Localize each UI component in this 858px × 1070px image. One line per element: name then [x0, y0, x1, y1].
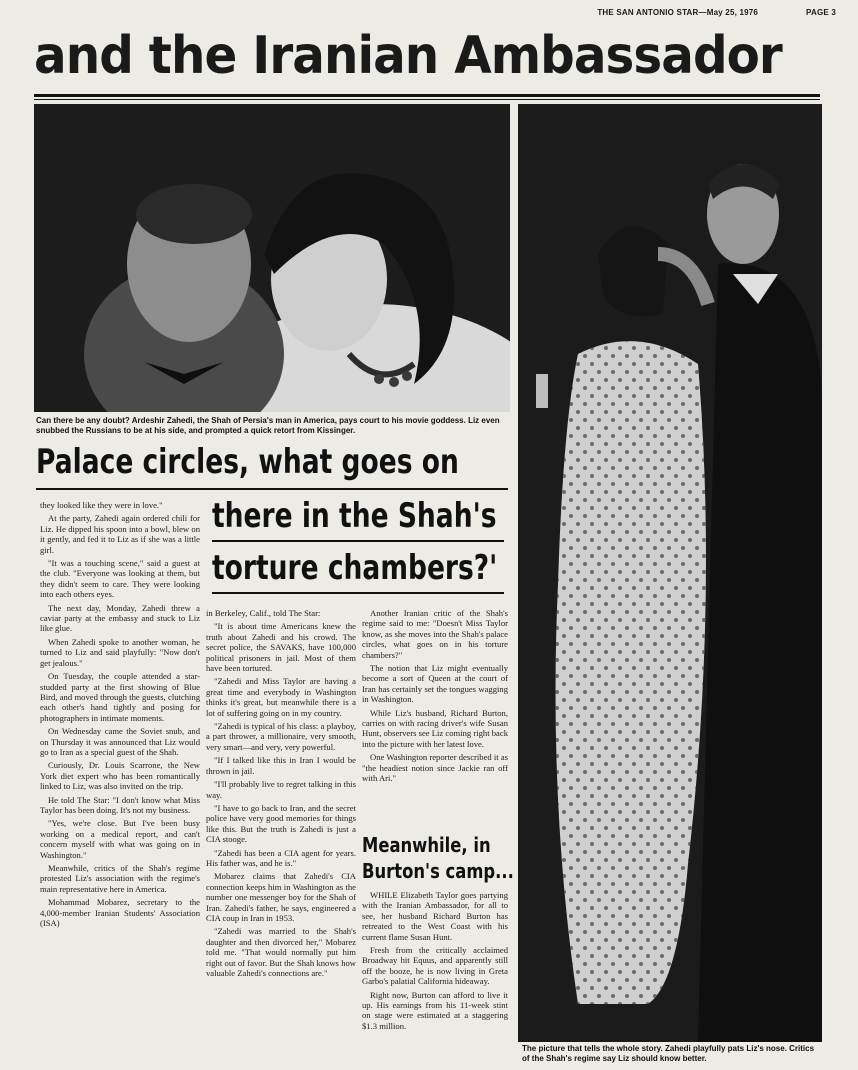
- issue-date: —May 25, 1976: [698, 8, 759, 17]
- paragraph: "It was a touching scene," said a guest at the club. "Everyone was looking at them, but they didn't seem to care. They were looking into each others eyes.: [40, 558, 200, 600]
- paragraph: The next day, Monday, Zahedi threw a caviar party at the embassy and stuck to Liz like glue.: [40, 602, 200, 634]
- paragraph: While Liz's husband, Richard Burton, carries on with racing driver's wife Susan Hunt, observers see Liz coming right back into the picture with her latest love.: [362, 707, 508, 749]
- headline-rule-thin: [34, 99, 820, 100]
- subhead-palace-line2: there in the Shah's: [212, 496, 497, 536]
- paragraph: "It is about time Americans knew the truth about Zahedi and his crowd. The secret police, the SAVAKS, have 100,000 political prisoners in jail. Most of them have been tortured.: [206, 621, 356, 674]
- subhead-palace-line1: Palace circles, what goes on: [36, 442, 459, 482]
- paragraph: The notion that Liz might eventually become a sort of Queen at the court of Iran has certainly set the tongues wagging in Washington.: [362, 663, 508, 705]
- paragraph: He told The Star: "I don't know what Miss Taylor has been doing. It's not my business.: [40, 794, 200, 815]
- subhead-burton-line1: Meanwhile, in: [362, 833, 491, 857]
- photo-illustration: [34, 104, 510, 412]
- article-column-3-bottom: [362, 890, 508, 1070]
- paragraph: they looked like they were in love.": [40, 500, 163, 510]
- article-column-2: [206, 608, 356, 1070]
- masthead-date: [597, 8, 758, 17]
- subhead-palace-line3: torture chambers?': [212, 548, 498, 588]
- headline: and the Iranian Ambassador: [34, 26, 782, 86]
- paragraph: in Berkeley, Calif., told The Star:: [206, 608, 321, 618]
- masthead: THE SAN ANTONIO STAR: [597, 8, 699, 17]
- photo-illustration-right: [518, 104, 822, 1042]
- photo-zahedi-and-liz: [34, 104, 510, 412]
- paragraph: One Washington reporter described it as "the headiest notion since Jackie ran off with Ari.": [362, 752, 508, 784]
- paragraph: "Yes, we're close. But I've been busy working on a medical report, and can't concern myself with what was going on in Washington.": [40, 818, 200, 860]
- paragraph: WHILE Elizabeth Taylor goes partying with the Iranian Ambassador, for all to see, her husband Richard Burton has retreated to the West Coast with his current flame Susan Hunt.: [362, 890, 508, 942]
- article-column-1: [40, 500, 200, 1070]
- subhead-burton-line2: Burton's camp...: [362, 859, 514, 883]
- paragraph: Right now, Burton can afford to live it up. His earnings from his 11-week stint on stage were estimated at a staggering $1.3 million.: [362, 989, 508, 1031]
- paragraph: Mobarez claims that Zahedi's CIA connection keeps him in Washington as the number one messenger boy for the Shah of Iran. Zahedi's father, he says, engineered a CIA coup in Iran in 1953.: [206, 871, 356, 923]
- paragraph: Fresh from the critically acclaimed Broadway hit Equus, and apparently still off the booze, he is now living in Greta Garbo's palatial California hideaway.: [362, 945, 508, 987]
- paragraph: Meanwhile, critics of the Shah's regime protested Liz's association with the regime's main representative here in America.: [40, 863, 200, 894]
- paragraph: On Tuesday, the couple attended a star-studded party at the first showing of Blue Bird, and moved through the guests, clutching each other's hand tightly and posing for photographers in intimate moments.: [40, 671, 200, 723]
- paragraph: "Zahedi and Miss Taylor are having a great time and everybody in Washington thinks it's great, but meanwhile there is a lot of suffering going on in my country.: [206, 676, 356, 718]
- photo-zahedi-pats-nose: [518, 104, 822, 1042]
- paragraph: At the party, Zahedi again ordered chili for Liz. He dipped his spoon into a bowl, blew on it gently, and fed it to Liz as if she was a little girl.: [40, 513, 200, 555]
- paragraph: Mohammad Mobarez, secretary to the 4,000-member Iranian Students' Association (ISA): [40, 897, 200, 929]
- paragraph: "Zahedi has been a CIA agent for years. His father was, and he is.": [206, 847, 356, 868]
- article-column-3-top: [362, 608, 508, 826]
- paragraph: "I'll probably live to regret talking in this way.: [206, 779, 356, 800]
- subhead-rule: [36, 488, 508, 490]
- folio-line: [416, 8, 836, 17]
- paragraph: Curiously, Dr. Louis Scarrone, the New York diet expert who has been romantically linked to Liz, was also invited on the trip.: [40, 760, 200, 792]
- paragraph: "If I talked like this in Iran I would be thrown in jail.: [206, 755, 356, 776]
- left-photo-caption: Can there be any doubt? Ardeshir Zahedi, the Shah of Persia's man in America, pays court to his movie goddess. Liz even snubbed the Russians to be at his side, and prompted a quick retort from Kissinger.: [36, 416, 500, 435]
- paragraph: When Zahedi spoke to another woman, he turned to Liz and said playfully: "Now don't get jealous.": [40, 636, 200, 668]
- paragraph: "I have to go back to Iran, and the secret police have very good memories for things like this. But the truth is Zahedi is just a CIA stooge.: [206, 802, 356, 845]
- paragraph: Another Iranian critic of the Shah's regime said to me: "Doesn't Miss Taylor know, as she moves into the Shah's palace circles, what goes on in his torture chambers?": [362, 608, 508, 660]
- paragraph: "Zahedi is typical of his class: a playboy, a part thrower, a millionaire, very smooth, very smart—and very, very powerful.: [206, 721, 356, 752]
- subhead-rule-3: [212, 592, 504, 594]
- subhead-rule-2: [212, 540, 504, 542]
- right-photo-caption: The picture that tells the whole story. Zahedi playfully pats Liz's nose. Critics of the Shah's regime say Liz should know better.: [522, 1044, 815, 1063]
- paragraph: "Zahedi was married to the Shah's daughter and then divorced her," Mobarez told me. "That would normally put him right out of favor. But the Shah knows how valuable Zahedi's connections are.": [206, 926, 356, 978]
- headline-rule-thick: [34, 94, 820, 97]
- paragraph: On Wednesday came the Soviet snub, and on Thursday it was announced that Liz would go to Iran as a special guest of the Shah.: [40, 726, 200, 757]
- page-number: PAGE 3: [806, 8, 836, 17]
